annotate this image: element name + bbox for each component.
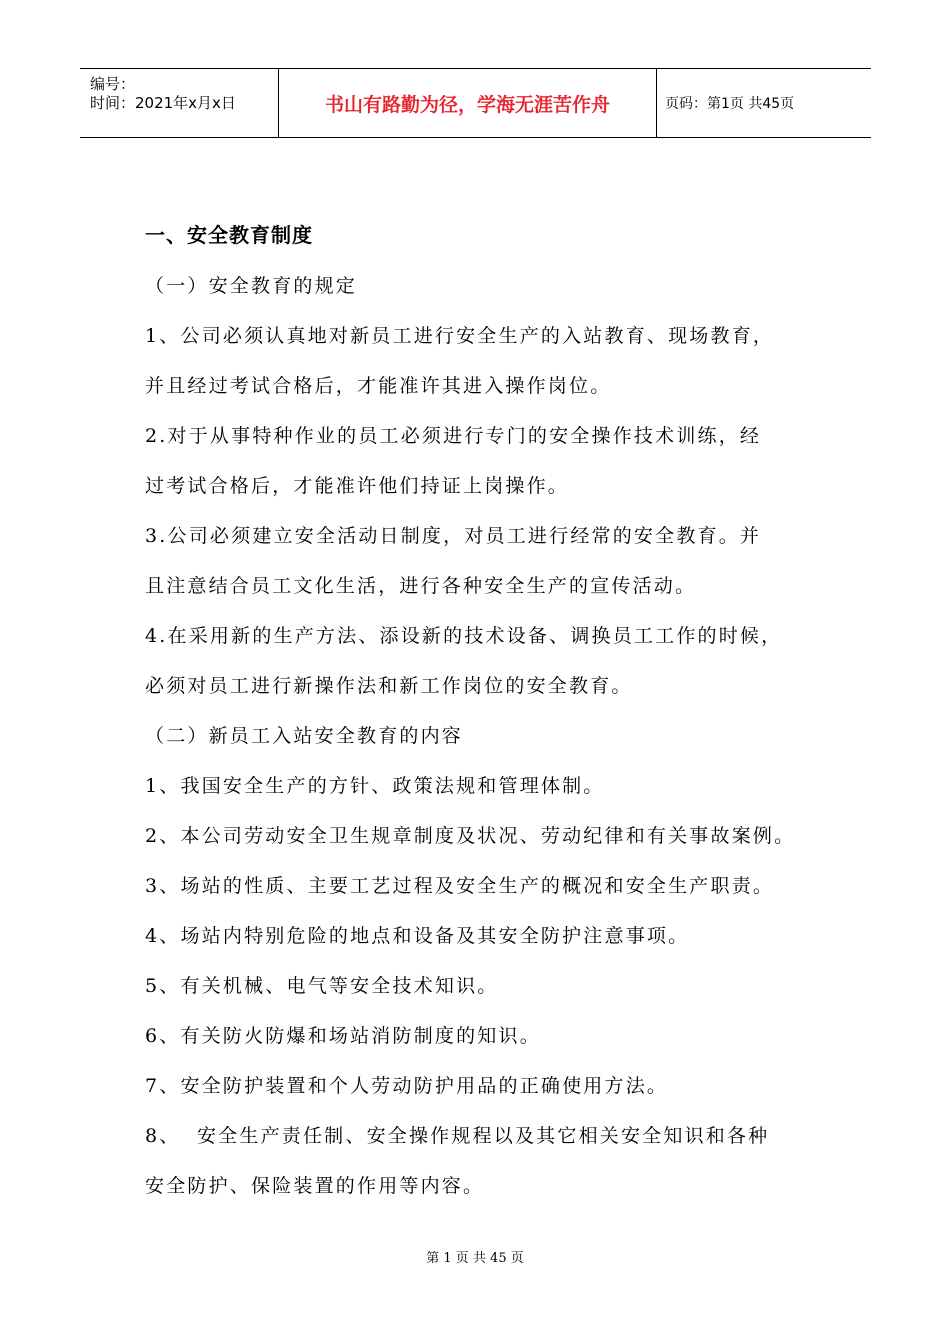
body-line: 3、场站的性质、主要工艺过程及安全生产的概况和安全生产职责。 xyxy=(145,875,775,897)
body-line: 且注意结合员工文化生活，进行各种安全生产的宣传活动。 xyxy=(145,575,697,597)
page-footer: 第 1 页 共 45 页 xyxy=(426,1251,524,1266)
body-line: 4.在采用新的生产方法、添设新的技术设备、调换员工工作的时候， xyxy=(145,625,783,647)
body-line: 必须对员工进行新操作法和新工作岗位的安全教育。 xyxy=(145,675,633,697)
document-code-label: 编号： xyxy=(90,75,136,93)
body-line: 安全防护、保险装置的作用等内容。 xyxy=(145,1175,485,1197)
body-line: 2、本公司劳动安全卫生规章制度及状况、劳动纪律和有关事故案例。 xyxy=(145,825,796,847)
document-header xyxy=(80,68,871,138)
header-meta xyxy=(80,69,279,137)
body-line: 5、有关机械、电气等安全技术知识。 xyxy=(145,975,499,997)
body-line: 1、我国安全生产的方针、政策法规和管理体制。 xyxy=(145,775,605,797)
body-line: （二）新员工入站安全教育的内容 xyxy=(145,725,464,747)
body-line: 过考试合格后，才能准许他们持证上岗操作。 xyxy=(145,475,570,497)
header-page-info: 页码：第1页 共45页 xyxy=(665,96,795,112)
body-line: 6、有关防火防爆和场站消防制度的知识。 xyxy=(145,1025,541,1047)
body-line: 7、安全防护装置和个人劳动防护用品的正确使用方法。 xyxy=(145,1075,669,1097)
body-line: 并且经过考试合格后，才能准许其进入操作岗位。 xyxy=(145,375,612,397)
header-motto: 书山有路勤为径，学海无涯苦作舟 xyxy=(279,69,657,137)
document-date: 时间：2021年x月x日 xyxy=(90,94,236,112)
body-line: 4、场站内特别危险的地点和设备及其安全防护注意事项。 xyxy=(145,925,690,947)
body-line: 8、 安全生产责任制、安全操作规程以及其它相关安全知识和各种 xyxy=(145,1125,770,1147)
body-line: 1、公司必须认真地对新员工进行安全生产的入站教育、现场教育， xyxy=(145,325,775,347)
body-line: 3.公司必须建立安全活动日制度，对员工进行经常的安全教育。并 xyxy=(145,525,762,547)
body-line: （一）安全教育的规定 xyxy=(145,275,358,297)
body-line: 2.对于从事特种作业的员工必须进行专门的安全操作技术训练，经 xyxy=(145,425,762,447)
section-heading: 一、安全教育制度 xyxy=(145,223,313,247)
